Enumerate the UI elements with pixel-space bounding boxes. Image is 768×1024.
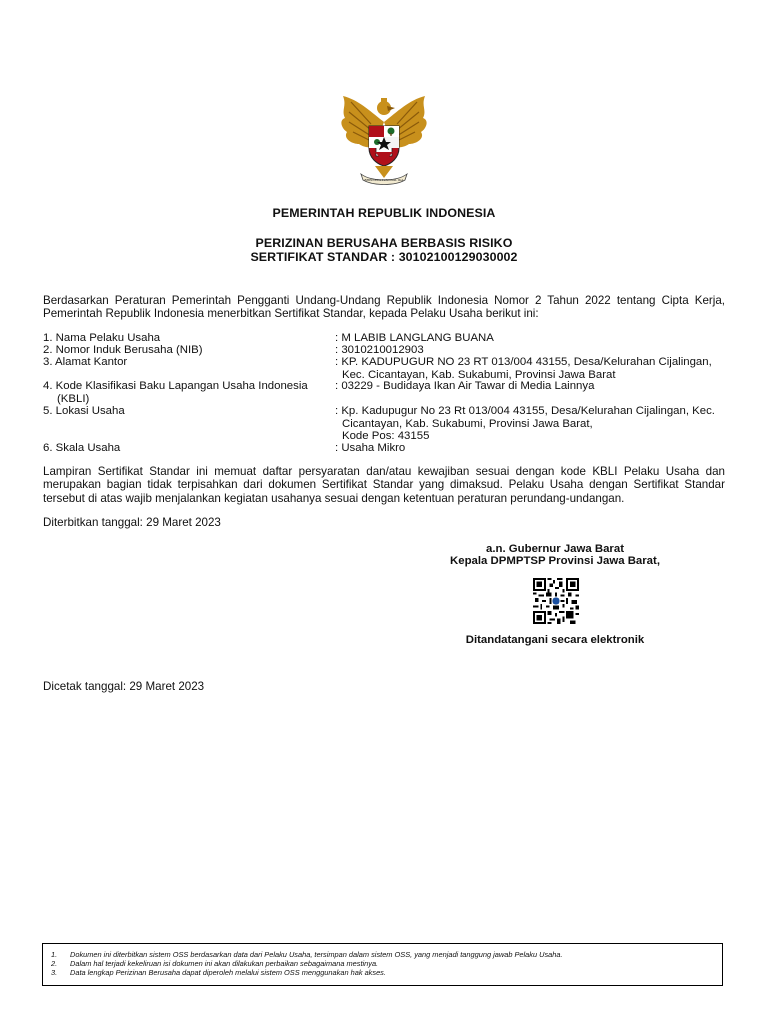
field-value-block	[335, 356, 730, 381]
field-value: : 3010210012903	[335, 344, 424, 356]
emblem-motto: BHINNEKA TUNGGAL IKA	[364, 178, 404, 182]
field-value-continuation: Kec. Cicantayan, Kab. Sukabumi, Provinsi Jawa Barat	[342, 368, 616, 381]
field-value: : M LABIB LANGLANG BUANA	[335, 332, 494, 344]
government-heading: PEMERINTAH REPUBLIK INDONESIA	[272, 206, 496, 220]
intro-paragraph: Berdasarkan Peraturan Pemerintah Pengganti Undang-Undang Republik Indonesia Nomor 2 Tahun 2022 tentang Cipta Kerja, Pemerintah Republik Indonesia menerbitkan Sertifikat Standar, kepada Pelaku Usaha berikut ini:	[43, 294, 725, 321]
certificate-number: SERTIFIKAT STANDAR : 30102100129030002	[250, 250, 518, 264]
field-label: 2. Nomor Induk Berusaha (NIB)	[43, 344, 203, 356]
footnote-item	[51, 950, 714, 959]
field-value: : Usaha Mikro	[335, 442, 406, 454]
field-value: : KP. KADUPUGUR NO 23 RT 013/004 43155, Desa/Kelurahan Cijalingan,	[335, 356, 712, 368]
footnote-text: Dalam hal terjadi kekeliruan isi dokumen ini akan dilakukan perbaikan sebagaimana mestinya.	[70, 959, 379, 968]
field-label-continuation: (KBLI)	[57, 392, 90, 405]
field-value-block	[335, 405, 730, 443]
field-label: 4. Kode Klasifikasi Baku Lapangan Usaha Indonesia	[43, 380, 308, 392]
footnote-text: Dokumen ini diterbitkan sistem OSS berdasarkan data dari Pelaku Usaha, tersimpan dalam sistem OSS, yang menjadi tanggung jawab Pelaku Usaha.	[70, 950, 563, 959]
footnote-number: 1.	[51, 950, 58, 959]
garuda-emblem-icon	[331, 92, 437, 192]
footnotes-box	[42, 943, 723, 986]
attachment-paragraph: Lampiran Sertifikat Standar ini memuat daftar persyaratan dan/atau kewajiban sesuai dengan kode KBLI Pelaku Usaha dan merupakan bagian tidak terpisahkan dari dokumen Sertifikat Standar yang dimaksud. Pelaku Usaha dengan Sertifikat Standar tersebut di atas wajib menjalankan kegiatan usahanya sesuai dengan ketentuan peraturan perundang-undangan.	[43, 465, 725, 505]
electronic-signature-label: Ditandatangani secara elektronik	[465, 634, 645, 646]
field-value: : Kp. Kadupugur No 23 Rt 013/004 43155, Desa/Kelurahan Cijalingan, Kec.	[335, 405, 715, 417]
qr-code-icon	[533, 578, 579, 624]
footnote-number: 2.	[51, 959, 58, 968]
signatory-line-2: Kepala DPMPTSP Provinsi Jawa Barat,	[450, 555, 660, 567]
footnote-text: Data lengkap Perizinan Berusaha dapat diperoleh melalui sistem OSS menggunakan hak akses.	[70, 968, 386, 977]
field-label-block	[43, 380, 328, 405]
footnote-item	[51, 968, 714, 977]
field-label: 5. Lokasi Usaha	[43, 405, 125, 417]
field-value-continuation: Cicantayan, Kab. Sukabumi, Provinsi Jawa Barat,	[342, 417, 593, 430]
footnote-item	[51, 959, 714, 968]
field-label: 6. Skala Usaha	[43, 442, 121, 454]
field-label: 3. Alamat Kantor	[43, 356, 128, 368]
field-value: : 03229 - Budidaya Ikan Air Tawar di Media Lainnya	[335, 380, 595, 392]
printed-date: Dicetak tanggal: 29 Maret 2023	[43, 680, 205, 693]
document-title: PERIZINAN BERUSAHA BERBASIS RISIKO	[255, 236, 513, 250]
footnote-number: 3.	[51, 968, 58, 977]
field-value-continuation: Kode Pos: 43155	[342, 430, 430, 443]
signatory-line-1: a.n. Gubernur Jawa Barat	[486, 543, 624, 555]
issued-date: Diterbitkan tanggal: 29 Maret 2023	[43, 516, 221, 529]
field-label: 1. Nama Pelaku Usaha	[43, 332, 161, 344]
